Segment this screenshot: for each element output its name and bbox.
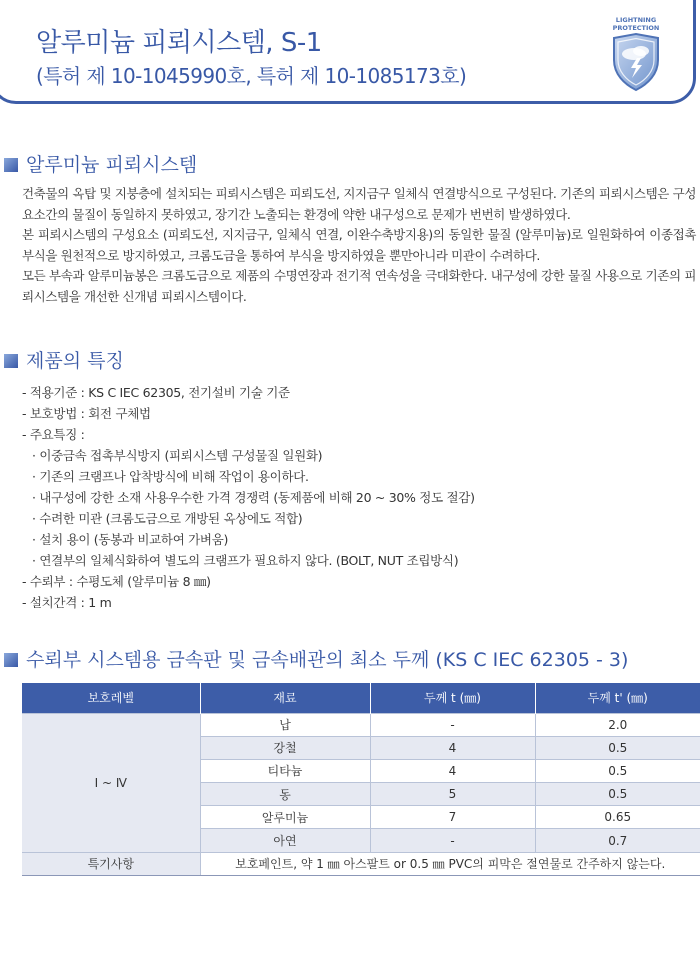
special-notes-text: 보호페인트, 약 1 ㎜ 아스팔트 or 0.5 ㎜ PVC의 피막은 절연물로 간주하지 않는다. bbox=[200, 852, 700, 875]
column-header: 두께 t' (㎜) bbox=[535, 683, 700, 713]
column-header: 재료 bbox=[200, 683, 370, 713]
thickness-t-cell: - bbox=[370, 829, 535, 852]
material-cell: 동 bbox=[200, 783, 370, 806]
list-item: · 수려한 미관 (크롬도금으로 개방된 옥상에도 적합) bbox=[32, 511, 303, 526]
column-header: 보호레벨 bbox=[22, 683, 200, 713]
table-header-row bbox=[22, 683, 700, 713]
bullet-square-icon bbox=[4, 354, 18, 368]
list-item: - 주요특징 : bbox=[22, 427, 85, 442]
thickness-t-prime-cell: 0.65 bbox=[535, 806, 700, 829]
list-item: · 내구성에 강한 소재 사용우수한 가격 경쟁력 (동제품에 비해 20 ~ 30% 정도 절감) bbox=[32, 490, 475, 505]
list-item: - 수뢰부 : 수평도체 (알루미늄 8 ㎜) bbox=[22, 574, 211, 589]
thickness-t-cell: 4 bbox=[370, 759, 535, 782]
list-item: · 이중금속 접촉부식방지 (피뢰시스템 구성물질 일원화) bbox=[32, 448, 323, 463]
material-cell: 알루미늄 bbox=[200, 806, 370, 829]
material-cell: 납 bbox=[200, 713, 370, 736]
thickness-t-cell: - bbox=[370, 713, 535, 736]
thickness-table bbox=[22, 683, 700, 876]
section-heading-features: 제품의 특징 bbox=[4, 346, 124, 373]
badge-line1: LIGHTNING bbox=[615, 16, 657, 24]
list-item: - 보호방법 : 회전 구체법 bbox=[22, 406, 151, 421]
list-item: · 설치 용이 (동봉과 비교하여 가벼움) bbox=[32, 532, 229, 547]
material-cell: 강철 bbox=[200, 736, 370, 759]
thickness-t-prime-cell: 2.0 bbox=[535, 713, 700, 736]
list-item: - 설치간격 : 1 m bbox=[22, 595, 112, 610]
list-item: · 연결부의 일체식화하여 별도의 크램프가 필요하지 않다. (BOLT, NUT 조립방식) bbox=[32, 553, 459, 568]
section-heading-system: 알루미늄 피뢰시스템 bbox=[4, 150, 197, 177]
list-item: · 기존의 크램프나 압착방식에 비해 작업이 용이하다. bbox=[32, 469, 309, 484]
bullet-square-icon bbox=[4, 653, 18, 667]
patent-subtitle: (특허 제 10-1045990호, 특허 제 10-1085173호) bbox=[36, 64, 467, 88]
thickness-t-cell: 4 bbox=[370, 736, 535, 759]
bullet-square-icon bbox=[4, 158, 18, 172]
material-cell: 티타늄 bbox=[200, 759, 370, 782]
paragraph: 건축물의 옥탑 및 지붕층에 설치되는 피뢰시스템은 피뢰도선, 지지금구 일체식 연결방식으로 구성된다. 기존의 피뢰시스템은 구성요소간의 물질이 동일하지 못하였고, 장기간 노출되는 환경에 약한 내구성으로 문제가 번번히 발생하였다. bbox=[22, 186, 696, 222]
thickness-t-prime-cell: 0.5 bbox=[535, 759, 700, 782]
table-row-special bbox=[22, 852, 700, 875]
protection-level-cell: Ⅰ ~ Ⅳ bbox=[22, 713, 200, 852]
special-notes-label: 특기사항 bbox=[22, 852, 200, 875]
thickness-t-cell: 5 bbox=[370, 783, 535, 806]
thickness-t-cell: 7 bbox=[370, 806, 535, 829]
section-heading-thickness: 수뢰부 시스템용 금속판 및 금속배관의 최소 두께 (KS C IEC 62305 - 3) bbox=[4, 645, 628, 672]
list-item: - 적용기준 : KS C IEC 62305, 전기설비 기술 기준 bbox=[22, 385, 290, 400]
page-title: 알루미늄 피뢰시스템, S-1 bbox=[36, 28, 322, 58]
thickness-t-prime-cell: 0.7 bbox=[535, 829, 700, 852]
material-cell: 아연 bbox=[200, 829, 370, 852]
lightning-protection-badge bbox=[604, 16, 668, 96]
page-header bbox=[0, 0, 700, 106]
table-row bbox=[22, 713, 700, 736]
thickness-t-prime-cell: 0.5 bbox=[535, 736, 700, 759]
paragraph: 본 피뢰시스템의 구성요소 (피뢰도선, 지지금구, 일체식 연결, 이완수축방지용)의 동일한 물질 (알루미늄)로 일원화하여 이종접촉부식을 원천적으로 방지하였고, 크롬도금을 통하여 부식을 방지하였을 뿐만아니라 미관이 수려하다. bbox=[22, 227, 696, 263]
column-header: 두께 t (㎜) bbox=[370, 683, 535, 713]
paragraph: 모든 부속과 알루미늄봉은 크롬도금으로 제품의 수명연장과 전기적 연속성을 극대화한다. 내구성에 강한 물질 사용으로 기존의 피뢰시스템을 개선한 신개념 피뢰시스템이다. bbox=[22, 268, 696, 304]
system-description bbox=[22, 184, 696, 307]
lightning-shield-icon bbox=[604, 16, 668, 96]
thickness-t-prime-cell: 0.5 bbox=[535, 783, 700, 806]
features-list bbox=[22, 382, 696, 613]
badge-line2: PROTECTION bbox=[612, 24, 660, 32]
